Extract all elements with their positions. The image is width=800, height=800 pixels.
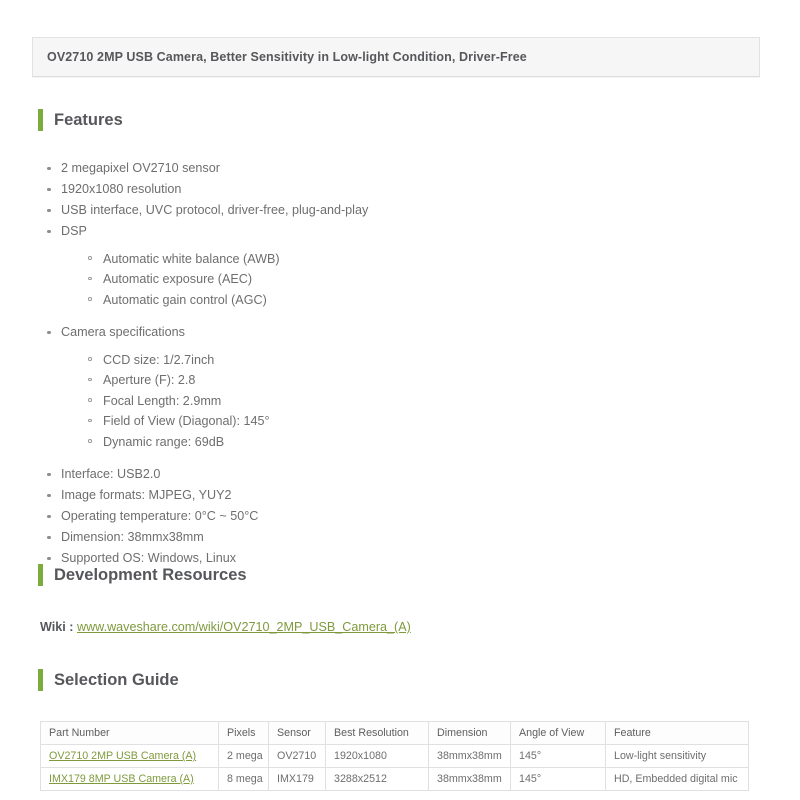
feature-list-item: [40, 506, 740, 527]
feature-sublist-item: Dynamic range: 69dB: [82, 432, 740, 453]
section-heading-selection-guide: [38, 668, 179, 692]
feature-list-item: [40, 527, 740, 548]
product-title-bar: [32, 37, 760, 77]
table-cell-pixels: 8 mega: [219, 768, 269, 791]
table-column-header: Dimension: [429, 722, 511, 745]
feature-list-item-label: 2 megapixel OV2710 sensor: [61, 161, 220, 175]
table-column-header: Pixels: [219, 722, 269, 745]
selection-guide-table: [40, 721, 749, 791]
wiki-resource-line: [40, 620, 411, 634]
section-heading-development-resources: [38, 563, 247, 587]
feature-list-item-label: 1920x1080 resolution: [61, 182, 182, 196]
table-column-header: Best Resolution: [326, 722, 429, 745]
table-column-header: Sensor: [269, 722, 326, 745]
feature-sublist: [61, 350, 740, 453]
table-cell-dimension: 38mmx38mm: [429, 745, 511, 768]
feature-sublist: [61, 249, 740, 311]
table-body: [41, 745, 749, 791]
feature-list-item: [40, 179, 740, 200]
table-cell-feature: HD, Embedded digital mic: [606, 768, 749, 791]
section-heading-features: [38, 108, 123, 132]
feature-list-item: [40, 322, 740, 452]
feature-list-item: [40, 158, 740, 179]
feature-list-item-label: Interface: USB2.0: [61, 467, 161, 481]
feature-sublist-item: CCD size: 1/2.7inch: [82, 350, 740, 371]
page-title: OV2710 2MP USB Camera, Better Sensitivity in Low-light Condition, Driver-Free: [47, 50, 527, 64]
feature-list-item-label: Operating temperature: 0°C ~ 50°C: [61, 509, 259, 523]
feature-list-item-label: Dimension: 38mmx38mm: [61, 530, 204, 544]
table-cell-feature: Low-light sensitivity: [606, 745, 749, 768]
heading-accent-bar-icon: [38, 564, 43, 586]
features-list: [40, 158, 740, 569]
table-cell-best-resolution: 3288x2512: [326, 768, 429, 791]
part-number-link[interactable]: OV2710 2MP USB Camera (A): [49, 750, 197, 762]
feature-sublist-item: Field of View (Diagonal): 145°: [82, 411, 740, 432]
table-column-header: Feature: [606, 722, 749, 745]
table-cell-part-number: [41, 745, 219, 768]
feature-sublist-item: Focal Length: 2.9mm: [82, 391, 740, 412]
table-cell-part-number: [41, 768, 219, 791]
table-cell-angle-of-view: 145°: [511, 768, 606, 791]
feature-list-item-label: Supported OS: Windows, Linux: [61, 551, 237, 565]
feature-list-item: [40, 200, 740, 221]
feature-list-item-label: Image formats: MJPEG, YUY2: [61, 488, 232, 502]
table-column-header: Angle of View: [511, 722, 606, 745]
part-number-link[interactable]: IMX179 8MP USB Camera (A): [49, 773, 194, 785]
section-heading-label: Selection Guide: [54, 670, 179, 689]
feature-list-item-label: Camera specifications: [61, 325, 185, 339]
table-header-row: [41, 722, 749, 745]
table-row: [41, 745, 749, 768]
table-header: [41, 722, 749, 745]
feature-sublist-item: Automatic gain control (AGC): [82, 290, 740, 311]
wiki-label: Wiki :: [40, 620, 74, 634]
wiki-link[interactable]: www.waveshare.com/wiki/OV2710_2MP_USB_Camera_(A): [76, 620, 411, 634]
feature-list-item: [40, 221, 740, 310]
feature-sublist-item: Automatic white balance (AWB): [82, 249, 740, 270]
heading-accent-bar-icon: [38, 109, 43, 131]
table-cell-angle-of-view: 145°: [511, 745, 606, 768]
table-cell-sensor: IMX179: [269, 768, 326, 791]
table-cell-pixels: 2 mega: [219, 745, 269, 768]
table-row: [41, 768, 749, 791]
table-cell-sensor: OV2710: [269, 745, 326, 768]
table-cell-best-resolution: 1920x1080: [326, 745, 429, 768]
feature-list-item-label: DSP: [61, 224, 87, 238]
table-column-header: Part Number: [41, 722, 219, 745]
feature-sublist-item: Automatic exposure (AEC): [82, 269, 740, 290]
section-heading-label: Features: [54, 110, 123, 129]
feature-list-item-label: USB interface, UVC protocol, driver-free, plug-and-play: [61, 203, 369, 217]
heading-accent-bar-icon: [38, 669, 43, 691]
feature-list-item: [40, 464, 740, 485]
table-cell-dimension: 38mmx38mm: [429, 768, 511, 791]
feature-sublist-item: Aperture (F): 2.8: [82, 370, 740, 391]
section-heading-label: Development Resources: [54, 565, 247, 584]
features-list-block: [40, 158, 740, 569]
feature-list-item: [40, 485, 740, 506]
